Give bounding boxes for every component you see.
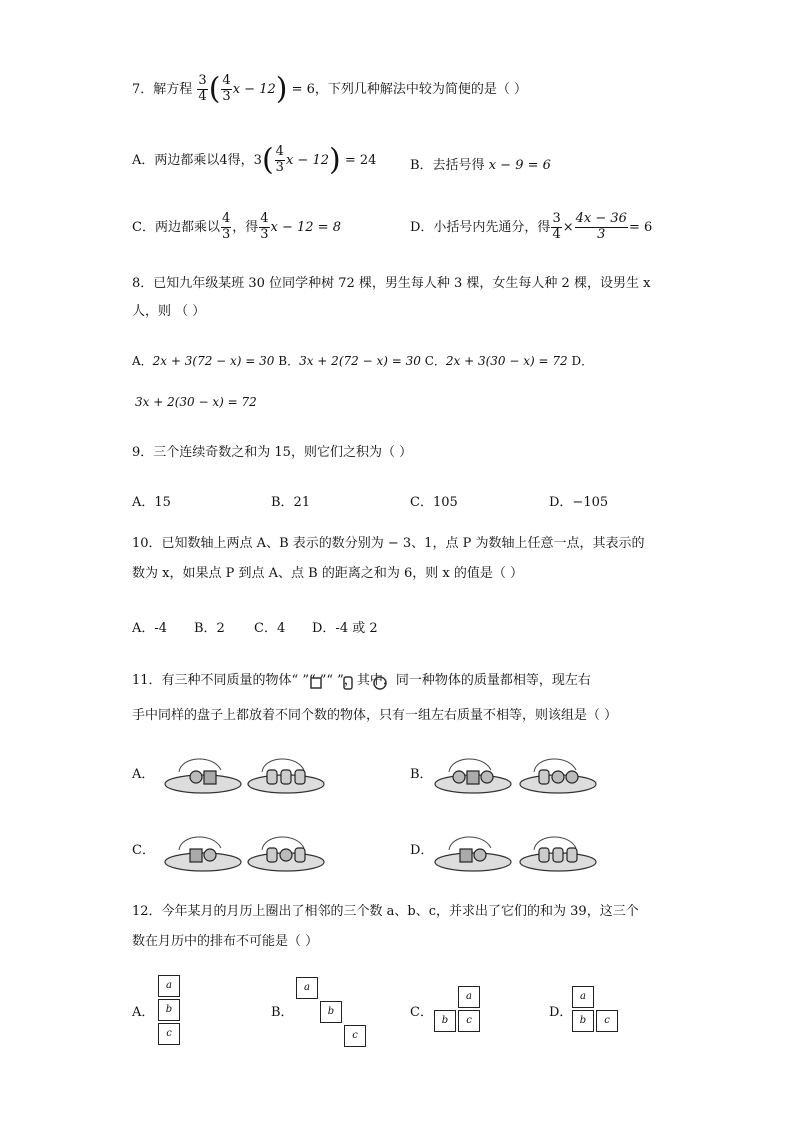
grid-cell: c [458, 1010, 480, 1032]
plate-image [520, 837, 596, 871]
q11-line2: 手中同样的盘子上都放着不同个数的物体，只有一组左右质量不相等，则该组是（ ） [132, 708, 618, 723]
q11-label-a: A． [132, 767, 155, 782]
q9-option-b: B．21 [271, 495, 311, 510]
q12-line1: 12．今年某月的月历上圈出了相邻的三个数 a、b、c，并求出了它们的和为 39，这三个 [132, 904, 639, 919]
q7-rhs: = 6 [291, 81, 315, 97]
plate-image [165, 837, 241, 871]
grid-cell: a [296, 977, 318, 999]
grid-cell: c [596, 1010, 618, 1032]
q11-label-d: D． [410, 843, 434, 858]
q11-label-c: C． [132, 843, 155, 858]
q10-option-c: C．4 [254, 621, 286, 636]
q7-c-mid: ，得 [232, 219, 259, 235]
q8-c-label: C． [424, 354, 446, 368]
q9-option-c: C．105 [410, 495, 458, 510]
q7-expr: x − 12 [232, 81, 276, 97]
q11-label-b: B． [410, 767, 433, 782]
grid-cell: a [458, 986, 480, 1008]
q10-line2: 数为 x，如果点 P 到点 A、点 B 的距离之和为 6，则 x 的值是（ ） [132, 566, 523, 581]
fraction-4-3: $\frac{4}{3}$ [222, 73, 231, 104]
q7-c-eq: x − 12 = 8 [270, 219, 341, 235]
grid-cell: b [158, 999, 180, 1021]
grid-cell: c [344, 1025, 366, 1047]
q8-b-label: B． [278, 354, 300, 368]
q8-c-eq: 2x + 3(30 − x) = 72 [445, 354, 568, 368]
q10-option-b: B．2 [194, 621, 225, 636]
grid-cell: b [572, 1010, 594, 1032]
fraction-3-4-d: $\frac{3}{4}$ [552, 211, 561, 242]
q7-b-eq: x − 9 = 6 [488, 158, 551, 173]
fraction-3-4: $\frac{3}{4}$ [198, 73, 207, 104]
q9-option-d: D．−105 [549, 495, 609, 510]
q7-a-expr: x − 12 [285, 152, 329, 168]
q7-b-text: B．去括号得 [410, 158, 485, 173]
fraction-4-3-c2: $\frac{4}{3}$ [260, 211, 269, 242]
q9-stem: 9．三个连续奇数之和为 15，则它们之积为（ ） [132, 445, 413, 460]
q7-option-a: A．两边都乘以4得，3( $\frac{4}{3}$ x − 12) = 24 [132, 142, 377, 178]
q8-a-eq: 2x + 3(72 − x) = 30 [152, 354, 275, 368]
q7-stem: 7．解方程 $\frac{3}{4}$ ( $\frac{4}{3}$ x − 12) = 6，下列几种解法中较为简便的是（ ） [132, 71, 528, 107]
grid-cell: a [158, 975, 180, 997]
plate-image [248, 759, 324, 793]
plate-image [435, 759, 511, 793]
grid-cell: b [434, 1010, 456, 1032]
plate-image [165, 759, 241, 793]
q8-d-eq: 3x + 2(30 − x) = 72 [135, 395, 257, 409]
q7-prefix: 7．解方程 [132, 81, 193, 97]
fraction-4-3-a: $\frac{4}{3}$ [275, 144, 284, 175]
q12-line2: 数在月历中的排布不可能是（ ） [132, 934, 319, 949]
q12-label-d: D． [549, 1005, 573, 1020]
q7-d-times: × [562, 219, 574, 235]
q10-option-a: A．-4 [132, 621, 168, 636]
q7-c-text: C．两边都乘以 [132, 219, 220, 235]
q7-a-three: 3 [253, 152, 262, 168]
q12-label-a: A． [132, 1005, 155, 1020]
q8-line1: 8．已知九年级某班 30 位同学种树 72 棵，男生每人种 3 棵，女生每人种 2 棵，设男生 x [132, 276, 651, 291]
q8-line2: 人，则 （ ） [132, 304, 206, 319]
q7-d-text: D．小括号内先通分，得 [410, 219, 551, 235]
q7-suffix: ，下列几种解法中较为简便的是（ ） [314, 81, 528, 97]
q12-label-c: C． [410, 1005, 433, 1020]
fraction-4-3-c1: $\frac{4}{3}$ [221, 211, 231, 242]
q11-line1-text: 11．有三种不同质量的物体“ ”“ ”“ ”，其中，同一种物体的质量都相等，现左右 [132, 673, 591, 688]
plate-image [520, 759, 596, 793]
q7-a-text: A．两边都乘以4得， [132, 152, 254, 168]
q12-label-b: B． [271, 1005, 294, 1020]
grid-cell: c [158, 1023, 180, 1045]
q8-a-label: A． [132, 354, 153, 368]
q10-option-d: D．-4 或 2 [312, 621, 378, 636]
q7-d-eq: = 6 [628, 219, 653, 235]
grid-cell: b [320, 1001, 342, 1023]
q8-d-label: D． [571, 354, 594, 368]
plate-image [248, 837, 324, 871]
plate-image [435, 837, 511, 871]
q7-a-rhs: = 24 [344, 152, 377, 168]
q10-line1: 10．已知数轴上两点 A、B 表示的数分别为 − 3、1，点 P 为数轴上任意一点，其表示的 [132, 536, 645, 551]
q8-b-eq: 3x + 2(72 − x) = 30 [299, 354, 421, 368]
fraction-4x36-3: $\frac{4x - 36}{3}$ [575, 211, 627, 242]
grid-cell: a [572, 986, 594, 1008]
q9-option-a: A．15 [132, 495, 171, 510]
